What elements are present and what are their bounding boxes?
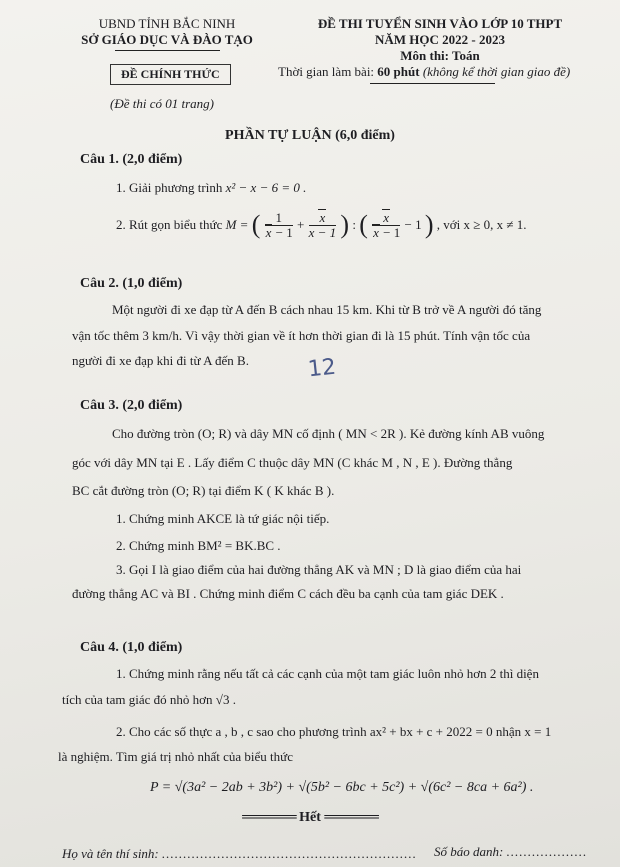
province-name: UBND TỈNH BẮC NINH xyxy=(98,16,236,31)
question-3-part-2: 2. Chứng minh BM² = BK.BC . xyxy=(116,538,281,553)
header-right-rule xyxy=(370,83,495,84)
question-1-title: Câu 1. (2,0 điểm) xyxy=(80,152,183,167)
question-4-part-2-line-1: 2. Cho các số thực a , b , c sao cho phương trình ax² + bx + c + 2022 = 0 nhận x = 1 xyxy=(116,724,552,739)
subject: Môn thi: Toán xyxy=(400,48,480,63)
question-1-part-1: 1. Giải phương trình x² − x − 6 = 0 . xyxy=(116,180,307,195)
question-2-title: Câu 2. (1,0 điểm) xyxy=(80,276,183,291)
end-mark: ══════ Hết ══════ xyxy=(242,810,378,825)
expression-p: P = √(3a² − 2ab + 3b²) + √(5b² − 6bc + 5c²) + √(6c² − 8ca + 6a²) . xyxy=(150,780,534,795)
exam-title: ĐỀ THI TUYỂN SINH VÀO LỚP 10 THPT xyxy=(317,16,563,31)
school-year: NĂM HỌC 2022 - 2023 xyxy=(375,32,505,47)
section-title: PHẦN TỰ LUẬN (6,0 điểm) xyxy=(225,128,395,143)
handwritten-mark: 12 xyxy=(306,354,338,383)
question-3-part-1: 1. Chứng minh AKCE là tứ giác nội tiếp. xyxy=(116,511,330,526)
question-3-line-2: góc với dây MN tại E . Lấy điểm C thuộc dây MN (C khác M , N , E ). Đường thẳng xyxy=(72,455,513,470)
header-left-rule xyxy=(115,50,220,51)
question-4-part-1-line-1: 1. Chứng minh rằng nếu tất cả các cạnh của một tam giác luôn nhỏ hơn 2 thì diện xyxy=(116,666,539,681)
official-badge: ĐỀ CHÍNH THỨC xyxy=(110,64,231,85)
department-name: SỞ GIÁO DỤC VÀ ĐÀO TẠO xyxy=(81,32,253,47)
question-4-part-2-line-2: là nghiệm. Tìm giá trị nhỏ nhất của biểu thức xyxy=(58,749,293,764)
exam-duration: Thời gian làm bài: 60 phút (không kể thời gian giao đề) xyxy=(278,64,571,79)
candidate-name-field: Họ và tên thí sinh: ............................................................ xyxy=(62,846,418,861)
question-2-line-2: vận tốc thêm 3 km/h. Vì vậy thời gian về ít hơn thời gian đi là 15 phút. Tính vận tốc của xyxy=(72,328,531,343)
question-1-part-2: 2. Rút gọn biểu thức M = ( $\frac{1}{x - 1}$ + $\frac{x}{x - 1}$ ) : ( $\frac{x}{x - 1}$ − 1 ) , với x ≥ 0, x ≠ 1. xyxy=(116,209,527,240)
question-2-line-1: Một người đi xe đạp từ A đến B cách nhau 15 km. Khi từ B trở về A người đó tăng xyxy=(112,302,542,317)
question-3-part-3-line-2: đường thẳng AC và BI . Chứng minh điểm C cách đều ba cạnh của tam giác DEK . xyxy=(72,586,504,601)
question-4-title: Câu 4. (1,0 điểm) xyxy=(80,640,183,655)
question-3-line-1: Cho đường tròn (O; R) và dây MN cố định ( MN < 2R ). Kẻ đường kính AB vuông xyxy=(112,426,545,441)
page-count-note: (Đề thi có 01 trang) xyxy=(110,96,214,111)
question-3-title: Câu 3. (2,0 điểm) xyxy=(80,398,183,413)
question-3-part-3-line-1: 3. Gọi I là giao điểm của hai đường thẳng AK và MN ; D là giao điểm của hai xyxy=(116,562,522,577)
question-3-line-3: BC cắt đường tròn (O; R) tại điểm K ( K khác B ). xyxy=(72,483,335,498)
question-2-line-3: người đi xe đạp khi đi từ A đến B. xyxy=(72,353,249,368)
candidate-id-field: Số báo danh: ................... xyxy=(434,844,588,859)
question-4-part-1-line-2: tích của tam giác đó nhỏ hơn √3 . xyxy=(62,692,236,707)
